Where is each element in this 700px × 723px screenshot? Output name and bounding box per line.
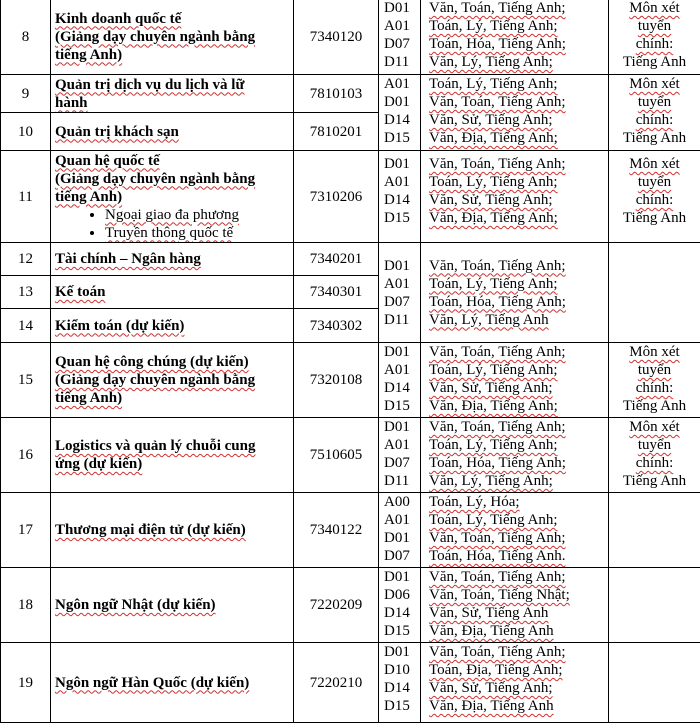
sub-major-list (55, 206, 289, 242)
list-item: • Truyền thông quốc tế (105, 224, 289, 242)
combination-codes: D01 A01 D14 D15 (379, 343, 421, 418)
major-name: Quản trị dịch vụ du lịch và lữ hành (51, 75, 294, 113)
row-number: 9 (1, 75, 51, 113)
table-row (1, 343, 700, 418)
major-name: Thương mại điện tử (dự kiến) (51, 493, 294, 568)
major-name: Quan hệ quốc tế (Giảng dạy chuyên ngành bằng tiếng Anh) • Ngoại giao đa phương • Truyền thông quốc tế (51, 151, 294, 243)
table-row (1, 643, 700, 723)
row-number: 14 (1, 309, 51, 343)
table-row (1, 243, 700, 276)
combination-codes: D01 A01 D07 D11 (379, 0, 421, 75)
combination-codes: D01 D06 D14 D15 (379, 568, 421, 643)
combination-subjects: Văn, Toán, Tiếng Anh; Toán, Lý, Tiếng Anh; Toán, Hóa, Tiếng Anh; Văn, Lý, Tiếng Anh; (421, 0, 609, 75)
row-number: 13 (1, 276, 51, 309)
major-code: 7340122 (294, 493, 379, 568)
major-code: 7340201 (294, 243, 379, 276)
main-subject-note: Môn xét tuyển chính: Tiếng Anh (609, 418, 700, 493)
major-code: 7810201 (294, 113, 379, 151)
combination-codes: D01 D10 D14 D15 (379, 643, 421, 723)
combination-subjects: Văn, Toán, Tiếng Anh; Toán, Địa, Tiếng Anh; Văn, Sử, Tiếng Anh; Văn, Địa, Tiếng Anh (421, 643, 609, 723)
major-name: Quản trị khách sạn (51, 113, 294, 151)
major-code: 7220210 (294, 643, 379, 723)
major-code: 7510605 (294, 418, 379, 493)
row-number: 18 (1, 568, 51, 643)
combination-subjects: Toán, Lý, Hóa; Toán, Lý, Tiếng Anh; Văn, Toán, Tiếng Anh; Toán, Hóa, Tiếng Anh. (421, 493, 609, 568)
major-name: Logistics và quản lý chuỗi cung ứng (dự kiến) (51, 418, 294, 493)
main-subject-note: Môn xét tuyển chính: Tiếng Anh (609, 343, 700, 418)
row-number: 12 (1, 243, 51, 276)
table-row (1, 418, 700, 493)
table-row (1, 493, 700, 568)
combination-subjects: Văn, Toán, Tiếng Anh; Toán, Lý, Tiếng Anh; Toán, Hóa, Tiếng Anh; Văn, Lý, Tiếng Anh (421, 243, 609, 343)
major-name: Kế toán (51, 276, 294, 309)
row-number: 8 (1, 0, 51, 75)
major-name: Kinh doanh quốc tế (Giảng dạy chuyên ngành bằng tiếng Anh) (51, 0, 294, 75)
major-name: Tài chính – Ngân hàng (51, 243, 294, 276)
main-subject-note (609, 243, 700, 343)
major-code: 7310206 (294, 151, 379, 243)
combination-codes: D01 A01 D07 D11 (379, 418, 421, 493)
combination-codes: A00 A01 D01 D07 (379, 493, 421, 568)
combination-codes: A01 D01 D14 D15 (379, 75, 421, 151)
combination-subjects: Văn, Toán, Tiếng Anh; Toán, Lý, Tiếng Anh; Toán, Hóa, Tiếng Anh; Văn, Lý, Tiếng Anh; (421, 418, 609, 493)
combination-codes: D01 A01 D14 D15 (379, 151, 421, 243)
major-name: Quan hệ công chúng (dự kiến) (Giảng dạy chuyên ngành bằng tiếng Anh) (51, 343, 294, 418)
main-subject-note: Môn xét tuyển chính: Tiếng Anh (609, 151, 700, 243)
major-name: Kiểm toán (dự kiến) (51, 309, 294, 343)
combination-codes: D01 A01 D07 D11 (379, 243, 421, 343)
row-number: 11 (1, 151, 51, 243)
main-subject-note (609, 493, 700, 568)
combination-subjects: Toán, Lý, Tiếng Anh; Văn, Toán, Tiếng Anh; Văn, Sử, Tiếng Anh; Văn, Địa, Tiếng Anh; (421, 75, 609, 151)
major-code: 7340301 (294, 276, 379, 309)
table-row (1, 151, 700, 243)
main-subject-note: Môn xét tuyển chính: Tiếng Anh (609, 75, 700, 151)
combination-subjects: Văn, Toán, Tiếng Anh; Văn, Toán, Tiếng Nhật; Văn, Sử, Tiếng Anh Văn, Địa, Tiếng Anh (421, 568, 609, 643)
row-number: 10 (1, 113, 51, 151)
major-code: 7810103 (294, 75, 379, 113)
row-number: 16 (1, 418, 51, 493)
major-code: 7340120 (294, 0, 379, 75)
major-code: 7340302 (294, 309, 379, 343)
major-code: 7320108 (294, 343, 379, 418)
major-code: 7220209 (294, 568, 379, 643)
table-row (1, 568, 700, 643)
row-number: 19 (1, 643, 51, 723)
combination-subjects: Văn, Toán, Tiếng Anh; Toán, Lý, Tiếng Anh; Văn, Sử, Tiếng Anh; Văn, Địa, Tiếng Anh; (421, 343, 609, 418)
main-subject-note (609, 568, 700, 643)
table-row (1, 75, 700, 113)
list-item: • Ngoại giao đa phương (105, 206, 289, 224)
main-subject-note (609, 643, 700, 723)
major-name: Ngôn ngữ Hàn Quốc (dự kiến) (51, 643, 294, 723)
main-subject-note: Môn xét tuyển chính: Tiếng Anh (609, 0, 700, 75)
table-row (1, 0, 700, 75)
combination-subjects: Văn, Toán, Tiếng Anh; Toán, Lý, Tiếng Anh; Văn, Sử, Tiếng Anh; Văn, Địa, Tiếng Anh; (421, 151, 609, 243)
row-number: 15 (1, 343, 51, 418)
row-number: 17 (1, 493, 51, 568)
major-name: Ngôn ngữ Nhật (dự kiến) (51, 568, 294, 643)
